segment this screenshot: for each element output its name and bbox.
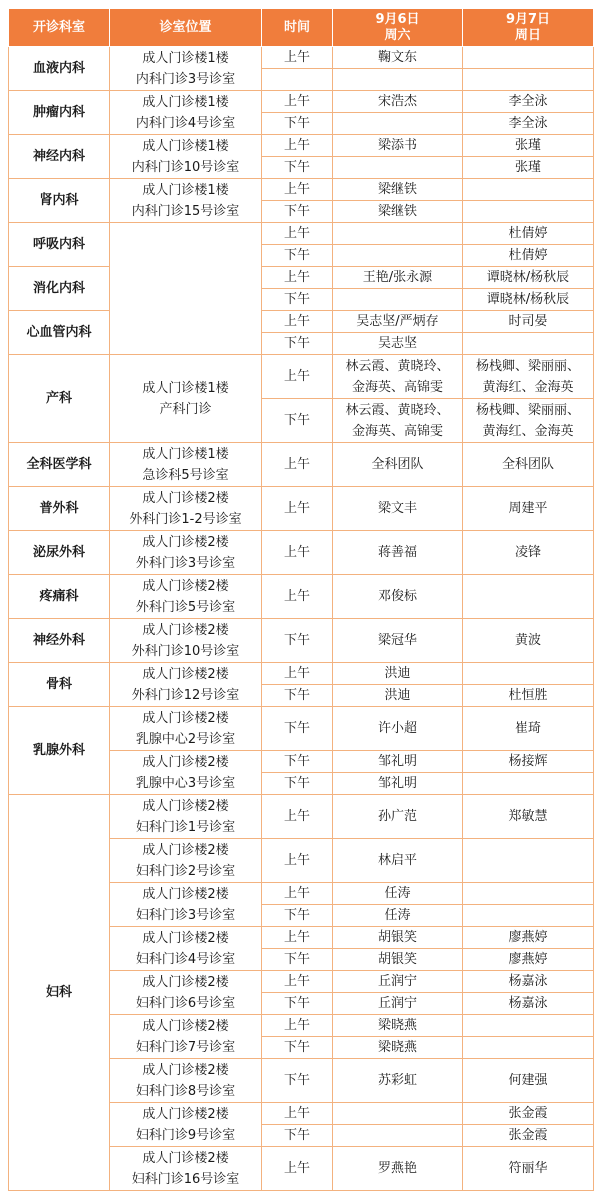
location-cell-line: 成人门诊楼2楼 xyxy=(142,1150,229,1166)
dept-cell: 神经外科 xyxy=(9,619,110,663)
day1-doctor-cell xyxy=(333,971,463,993)
day2-doctor-cell xyxy=(463,1125,594,1147)
day2-doctor-cell xyxy=(463,707,594,751)
table-row xyxy=(9,619,594,663)
time-cell: 下午 xyxy=(262,289,333,311)
day1-doctor-cell xyxy=(333,135,463,157)
location-cell xyxy=(110,1103,262,1147)
day2-doctor-cell-line: 崔琦 xyxy=(514,721,541,736)
location-cell xyxy=(110,839,262,883)
day1-doctor-cell xyxy=(333,179,463,201)
day1-doctor-cell xyxy=(333,201,463,223)
dept-cell: 妇科 xyxy=(9,795,110,1191)
day1-doctor-cell xyxy=(333,47,463,69)
day2-doctor-cell-line: 周建平 xyxy=(508,501,548,516)
location-cell-line: 内科门诊15号诊室 xyxy=(131,203,240,219)
day2-doctor-cell xyxy=(463,949,594,971)
day1-doctor-cell xyxy=(333,113,463,135)
day1-doctor-cell xyxy=(333,443,463,487)
location-cell-line: 妇科门诊9号诊室 xyxy=(135,1127,236,1143)
day1-doctor-cell-line: 胡银笑 xyxy=(377,930,417,945)
day1-doctor-cell xyxy=(333,487,463,531)
location-cell-line: 成人门诊楼2楼 xyxy=(142,1106,229,1122)
location-cell-line: 内科门诊10号诊室 xyxy=(131,159,240,175)
day2-doctor-cell xyxy=(463,201,594,223)
location-cell xyxy=(110,487,262,531)
day1-doctor-cell xyxy=(333,355,463,399)
day2-doctor-cell xyxy=(463,1103,594,1125)
day2-doctor-cell xyxy=(463,1015,594,1037)
day2-doctor-cell-line: 李全泳 xyxy=(508,116,548,131)
day2-doctor-cell xyxy=(463,135,594,157)
location-cell xyxy=(110,91,262,135)
header-day1-week: 周六 xyxy=(384,27,411,43)
location-cell xyxy=(110,1147,262,1191)
time-cell: 上午 xyxy=(262,795,333,839)
day2-doctor-cell-line: 何建强 xyxy=(508,1073,548,1088)
day1-doctor-cell xyxy=(333,773,463,795)
day1-doctor-cell-line: 邹礼明 xyxy=(377,776,417,791)
day2-doctor-cell-line: 李全泳 xyxy=(508,94,548,109)
day2-doctor-cell xyxy=(463,575,594,619)
day2-doctor-cell xyxy=(463,179,594,201)
location-cell-line: 成人门诊楼2楼 xyxy=(142,842,229,858)
header-day2 xyxy=(463,9,594,47)
day2-doctor-cell xyxy=(463,157,594,179)
day2-doctor-cell xyxy=(463,113,594,135)
day2-doctor-cell-line: 张瑾 xyxy=(514,138,541,153)
dept-cell: 骨科 xyxy=(9,663,110,707)
table-row xyxy=(9,135,594,157)
day1-doctor-cell xyxy=(333,1147,463,1191)
day1-doctor-cell-line: 林云霞、黄晓玲、 xyxy=(345,358,450,374)
time-cell: 下午 xyxy=(262,1125,333,1147)
location-cell-line: 妇科门诊8号诊室 xyxy=(135,1083,236,1099)
location-cell-line: 成人门诊楼2楼 xyxy=(142,666,229,682)
day1-doctor-cell xyxy=(333,91,463,113)
location-cell-line: 成人门诊楼2楼 xyxy=(142,886,229,902)
header-day2-week: 周日 xyxy=(514,27,541,43)
day2-doctor-cell-line: 谭晓林/杨秋辰 xyxy=(486,270,570,285)
dept-cell: 肿瘤内科 xyxy=(9,91,110,135)
table-row xyxy=(9,707,594,751)
day1-doctor-cell-line: 洪迪 xyxy=(384,666,411,681)
day2-doctor-cell xyxy=(463,1059,594,1103)
location-cell-line: 成人门诊楼1楼 xyxy=(142,446,229,462)
table-row xyxy=(9,223,594,245)
location-cell xyxy=(110,971,262,1015)
day1-doctor-cell-line: 任涛 xyxy=(384,886,411,901)
day2-doctor-cell-line: 杜恒胜 xyxy=(508,688,548,703)
table-row xyxy=(9,795,594,839)
location-cell-line: 妇科门诊6号诊室 xyxy=(135,995,236,1011)
time-cell: 上午 xyxy=(262,311,333,333)
day2-doctor-cell xyxy=(463,795,594,839)
table-row xyxy=(9,91,594,113)
location-cell-line: 成人门诊楼1楼 xyxy=(142,50,229,66)
day1-doctor-cell-line: 苏彩虹 xyxy=(377,1073,417,1088)
location-cell-line: 成人门诊楼2楼 xyxy=(142,798,229,814)
location-cell-line: 成人门诊楼2楼 xyxy=(142,490,229,506)
day2-doctor-cell xyxy=(463,619,594,663)
time-cell: 上午 xyxy=(262,927,333,949)
location-cell-line: 急诊科5号诊室 xyxy=(142,467,229,483)
location-cell xyxy=(110,443,262,487)
location-cell-line: 外科门诊10号诊室 xyxy=(131,643,240,659)
day2-doctor-cell xyxy=(463,773,594,795)
time-cell: 下午 xyxy=(262,993,333,1015)
dept-cell: 泌尿外科 xyxy=(9,531,110,575)
day1-doctor-cell xyxy=(333,1059,463,1103)
table-row xyxy=(9,179,594,201)
day2-doctor-cell xyxy=(463,289,594,311)
day2-doctor-cell-line: 全科团队 xyxy=(501,457,554,472)
location-cell-line: 乳腺中心3号诊室 xyxy=(135,775,236,791)
dept-cell: 普外科 xyxy=(9,487,110,531)
table-row xyxy=(9,443,594,487)
day2-doctor-cell xyxy=(463,1037,594,1059)
day2-doctor-cell-line: 黄波 xyxy=(514,633,541,648)
time-cell: 下午 xyxy=(262,949,333,971)
day2-doctor-cell xyxy=(463,311,594,333)
schedule-body xyxy=(9,47,594,1191)
day1-doctor-cell xyxy=(333,311,463,333)
dept-cell: 呼吸内科 xyxy=(9,223,110,267)
day1-doctor-cell-line: 许小超 xyxy=(377,721,417,736)
day2-doctor-cell-line: 时司晏 xyxy=(508,314,548,329)
day2-doctor-cell-line: 杨嘉泳 xyxy=(508,996,548,1011)
location-cell-line: 外科门诊5号诊室 xyxy=(135,599,236,615)
location-cell xyxy=(110,751,262,795)
day1-doctor-cell-line: 梁添书 xyxy=(377,138,417,153)
day1-doctor-cell-line: 邹礼明 xyxy=(377,754,417,769)
time-cell: 上午 xyxy=(262,1015,333,1037)
day1-doctor-cell xyxy=(333,663,463,685)
time-cell: 下午 xyxy=(262,1037,333,1059)
day1-doctor-cell-line: 林启平 xyxy=(377,853,417,868)
time-cell: 上午 xyxy=(262,91,333,113)
day1-doctor-cell xyxy=(333,993,463,1015)
location-cell xyxy=(110,795,262,839)
time-cell: 上午 xyxy=(262,487,333,531)
dept-cell: 肾内科 xyxy=(9,179,110,223)
day1-doctor-cell-line: 吴志坚/严炳存 xyxy=(356,314,439,329)
time-cell: 下午 xyxy=(262,1059,333,1103)
location-cell-line: 外科门诊1-2号诊室 xyxy=(129,511,242,527)
day1-doctor-cell xyxy=(333,685,463,707)
day2-doctor-cell xyxy=(463,531,594,575)
day2-doctor-cell xyxy=(463,91,594,113)
day1-doctor-cell xyxy=(333,531,463,575)
day1-doctor-cell xyxy=(333,223,463,245)
time-cell: 上午 xyxy=(262,47,333,69)
dept-cell: 血液内科 xyxy=(9,47,110,91)
day2-doctor-cell-line: 杨栈卿、梁丽丽、 xyxy=(475,358,580,374)
dept-cell: 乳腺外科 xyxy=(9,707,110,795)
dept-cell: 心血管内科 xyxy=(9,311,110,355)
time-cell: 下午 xyxy=(262,905,333,927)
day2-doctor-cell xyxy=(463,927,594,949)
location-cell xyxy=(110,663,262,707)
location-cell-line: 成人门诊楼1楼 xyxy=(142,380,229,396)
day1-doctor-cell xyxy=(333,1103,463,1125)
header-day1-date: 9月6日 xyxy=(375,11,420,27)
location-cell xyxy=(110,927,262,971)
day2-doctor-cell-line: 张瑾 xyxy=(514,160,541,175)
day2-doctor-cell xyxy=(463,267,594,289)
time-cell: 下午 xyxy=(262,399,333,443)
day1-doctor-cell-line: 孙广范 xyxy=(377,809,417,824)
location-cell xyxy=(110,223,262,355)
header-time: 时间 xyxy=(262,9,333,47)
location-cell-line: 成人门诊楼1楼 xyxy=(142,138,229,154)
location-cell-line: 妇科门诊4号诊室 xyxy=(135,951,236,967)
location-cell-line: 成人门诊楼2楼 xyxy=(142,534,229,550)
schedule-table xyxy=(8,8,594,1191)
location-cell xyxy=(110,619,262,663)
day1-doctor-cell-line: 金海英、高锦雯 xyxy=(351,423,443,439)
day2-doctor-cell xyxy=(463,399,594,443)
day1-doctor-cell-line: 全科团队 xyxy=(371,457,424,472)
location-cell-line: 妇科门诊3号诊室 xyxy=(135,907,236,923)
time-cell: 上午 xyxy=(262,883,333,905)
time-cell: 下午 xyxy=(262,245,333,267)
time-cell: 上午 xyxy=(262,223,333,245)
location-cell xyxy=(110,47,262,91)
day2-doctor-cell-line: 符丽华 xyxy=(508,1161,548,1176)
day1-doctor-cell-line: 洪迪 xyxy=(384,688,411,703)
location-cell xyxy=(110,707,262,751)
time-cell: 上午 xyxy=(262,1147,333,1191)
day2-doctor-cell xyxy=(463,245,594,267)
day2-doctor-cell xyxy=(463,333,594,355)
table-row xyxy=(9,487,594,531)
location-cell-line: 成人门诊楼2楼 xyxy=(142,930,229,946)
day1-doctor-cell-line: 胡银笑 xyxy=(377,952,417,967)
day1-doctor-cell-line: 丘润宁 xyxy=(377,996,417,1011)
time-cell: 上午 xyxy=(262,971,333,993)
location-cell-line: 妇科门诊7号诊室 xyxy=(135,1039,236,1055)
location-cell xyxy=(110,575,262,619)
day2-doctor-cell xyxy=(463,685,594,707)
dept-cell: 疼痛科 xyxy=(9,575,110,619)
location-cell-line: 成人门诊楼2楼 xyxy=(142,1062,229,1078)
day1-doctor-cell xyxy=(333,575,463,619)
day2-doctor-cell xyxy=(463,69,594,91)
day1-doctor-cell xyxy=(333,333,463,355)
time-cell: 上午 xyxy=(262,575,333,619)
time-cell: 上午 xyxy=(262,179,333,201)
time-cell: 上午 xyxy=(262,135,333,157)
location-cell-line: 外科门诊3号诊室 xyxy=(135,555,236,571)
location-cell-line: 成人门诊楼1楼 xyxy=(142,94,229,110)
time-cell: 下午 xyxy=(262,707,333,751)
time-cell: 下午 xyxy=(262,619,333,663)
day1-doctor-cell xyxy=(333,927,463,949)
time-cell: 上午 xyxy=(262,443,333,487)
day1-doctor-cell xyxy=(333,795,463,839)
day2-doctor-cell-line: 杨栈卿、梁丽丽、 xyxy=(475,402,580,418)
day1-doctor-cell xyxy=(333,883,463,905)
day1-doctor-cell-line: 任涛 xyxy=(384,908,411,923)
location-cell xyxy=(110,1059,262,1103)
location-cell-line: 乳腺中心2号诊室 xyxy=(135,731,236,747)
location-cell-line: 妇科门诊1号诊室 xyxy=(135,819,236,835)
time-cell: 上午 xyxy=(262,663,333,685)
day2-doctor-cell xyxy=(463,663,594,685)
day2-doctor-cell xyxy=(463,1147,594,1191)
day1-doctor-cell-line: 鞠文东 xyxy=(377,50,417,65)
location-cell xyxy=(110,1015,262,1059)
location-cell-line: 内科门诊4号诊室 xyxy=(135,115,236,131)
location-cell-line: 产科门诊 xyxy=(159,401,212,417)
location-cell xyxy=(110,179,262,223)
location-cell-line: 妇科门诊16号诊室 xyxy=(131,1171,240,1187)
location-cell xyxy=(110,883,262,927)
table-row xyxy=(9,267,594,289)
day2-doctor-cell-line: 凌锋 xyxy=(514,545,541,560)
day1-doctor-cell-line: 梁晓燕 xyxy=(377,1018,417,1033)
day1-doctor-cell-line: 梁继铁 xyxy=(377,182,417,197)
location-cell-line: 成人门诊楼2楼 xyxy=(142,754,229,770)
day1-doctor-cell xyxy=(333,949,463,971)
location-cell xyxy=(110,355,262,443)
table-row xyxy=(9,663,594,685)
day2-doctor-cell xyxy=(463,905,594,927)
header-location: 诊室位置 xyxy=(110,9,262,47)
day2-doctor-cell xyxy=(463,355,594,399)
day2-doctor-cell-line: 廖燕婷 xyxy=(508,952,548,967)
day1-doctor-cell xyxy=(333,707,463,751)
day2-doctor-cell xyxy=(463,487,594,531)
table-row xyxy=(9,531,594,575)
location-cell-line: 成人门诊楼2楼 xyxy=(142,1018,229,1034)
day2-doctor-cell xyxy=(463,443,594,487)
day1-doctor-cell xyxy=(333,1037,463,1059)
day1-doctor-cell xyxy=(333,905,463,927)
day1-doctor-cell-line: 蒋善福 xyxy=(377,545,417,560)
day1-doctor-cell-line: 梁晓燕 xyxy=(377,1040,417,1055)
time-cell: 下午 xyxy=(262,773,333,795)
time-cell: 上午 xyxy=(262,531,333,575)
header-row xyxy=(9,9,594,47)
time-cell: 下午 xyxy=(262,113,333,135)
day1-doctor-cell-line: 丘润宁 xyxy=(377,974,417,989)
day1-doctor-cell xyxy=(333,157,463,179)
day2-doctor-cell-line: 郑敏慧 xyxy=(508,809,548,824)
dept-cell: 神经内科 xyxy=(9,135,110,179)
time-cell: 下午 xyxy=(262,201,333,223)
location-cell xyxy=(110,135,262,179)
day1-doctor-cell-line: 吴志坚 xyxy=(377,336,417,351)
day2-doctor-cell xyxy=(463,839,594,883)
day1-doctor-cell-line: 邓俊标 xyxy=(377,589,417,604)
table-row xyxy=(9,575,594,619)
day2-doctor-cell-line: 杨接辉 xyxy=(508,754,548,769)
location-cell-line: 妇科门诊2号诊室 xyxy=(135,863,236,879)
day2-doctor-cell xyxy=(463,47,594,69)
day1-doctor-cell-line: 罗燕艳 xyxy=(377,1161,417,1176)
day1-doctor-cell-line: 金海英、高锦雯 xyxy=(351,379,443,395)
location-cell-line: 成人门诊楼2楼 xyxy=(142,578,229,594)
day2-doctor-cell-line: 黄海红、金海英 xyxy=(482,423,574,439)
day1-doctor-cell xyxy=(333,267,463,289)
day1-doctor-cell-line: 王艳/张永源 xyxy=(362,270,433,285)
time-cell: 上午 xyxy=(262,1103,333,1125)
day2-doctor-cell xyxy=(463,993,594,1015)
day1-doctor-cell xyxy=(333,839,463,883)
day1-doctor-cell-line: 梁继铁 xyxy=(377,204,417,219)
location-cell-line: 内科门诊3号诊室 xyxy=(135,71,236,87)
table-row xyxy=(9,311,594,333)
location-cell-line: 成人门诊楼2楼 xyxy=(142,622,229,638)
day1-doctor-cell xyxy=(333,399,463,443)
time-cell: 上午 xyxy=(262,267,333,289)
day2-doctor-cell-line: 杜倩婷 xyxy=(508,248,548,263)
location-cell-line: 成人门诊楼2楼 xyxy=(142,710,229,726)
header-dept: 开诊科室 xyxy=(9,9,110,47)
day2-doctor-cell xyxy=(463,971,594,993)
day2-doctor-cell-line: 张金霞 xyxy=(508,1106,548,1121)
day2-doctor-cell xyxy=(463,883,594,905)
time-cell: 下午 xyxy=(262,751,333,773)
time-cell: 下午 xyxy=(262,157,333,179)
location-cell-line: 成人门诊楼2楼 xyxy=(142,974,229,990)
day1-doctor-cell xyxy=(333,1015,463,1037)
dept-cell: 消化内科 xyxy=(9,267,110,311)
day1-doctor-cell-line: 林云霞、黄晓玲、 xyxy=(345,402,450,418)
day1-doctor-cell xyxy=(333,1125,463,1147)
day1-doctor-cell-line: 梁冠华 xyxy=(377,633,417,648)
day2-doctor-cell-line: 张金霞 xyxy=(508,1128,548,1143)
day2-doctor-cell xyxy=(463,751,594,773)
table-row xyxy=(9,355,594,399)
day2-doctor-cell-line: 廖燕婷 xyxy=(508,930,548,945)
day1-doctor-cell xyxy=(333,245,463,267)
table-row xyxy=(9,47,594,69)
location-cell xyxy=(110,531,262,575)
day2-doctor-cell-line: 黄海红、金海英 xyxy=(482,379,574,395)
day2-doctor-cell-line: 杜倩婷 xyxy=(508,226,548,241)
day2-doctor-cell xyxy=(463,223,594,245)
day2-doctor-cell-line: 谭晓林/杨秋辰 xyxy=(486,292,570,307)
time-cell: 下午 xyxy=(262,685,333,707)
day1-doctor-cell-line: 梁文丰 xyxy=(377,501,417,516)
location-cell-line: 外科门诊12号诊室 xyxy=(131,687,240,703)
header-day1 xyxy=(333,9,463,47)
day1-doctor-cell xyxy=(333,289,463,311)
dept-cell: 全科医学科 xyxy=(9,443,110,487)
time-cell: 下午 xyxy=(262,333,333,355)
location-cell-line: 成人门诊楼1楼 xyxy=(142,182,229,198)
day1-doctor-cell xyxy=(333,69,463,91)
day1-doctor-cell xyxy=(333,619,463,663)
day1-doctor-cell-line: 宋浩杰 xyxy=(377,94,417,109)
day1-doctor-cell xyxy=(333,751,463,773)
time-cell: 上午 xyxy=(262,839,333,883)
header-day2-date: 9月7日 xyxy=(505,11,551,27)
time-cell xyxy=(262,69,333,91)
time-cell: 上午 xyxy=(262,355,333,399)
day2-doctor-cell-line: 杨嘉泳 xyxy=(508,974,548,989)
dept-cell: 产科 xyxy=(9,355,110,443)
